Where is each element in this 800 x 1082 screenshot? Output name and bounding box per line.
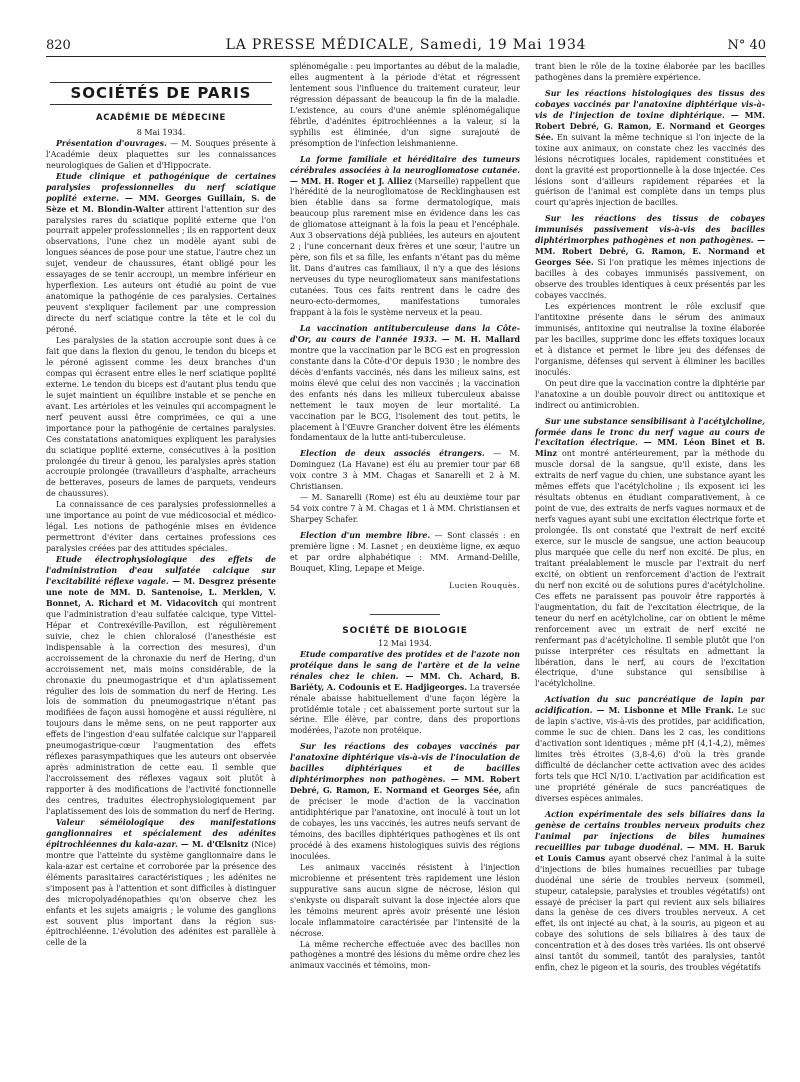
article [46, 139, 276, 172]
academy-heading: ACADÉMIE DE MÉDECINE [96, 112, 226, 123]
article [290, 324, 520, 444]
article-title: Etude clinique et pathogénique de certaines paralysies professionnelles du nerf sciatique poplité externe. [46, 171, 276, 203]
article-text: La traversée rénale abaisse habituellement d'une façon légère la protidémie totale ; cet abaissement porte surtout sur la sérine. Elle élève, par contre, dans des proportions modérées, l'azote non protéique. [290, 682, 520, 736]
article-text: attirent l'attention sur des paralysies rares du sciatique poplité externe que l'on pourrait appeler professionnelles ; ils en rapportent deux observations, l'une chez un modèle ayant subi de longues séances de pose pour une statue, l'autre chez un sujet, vendeur de chaussures, étant obligé pour les essayages de se tenir accroupi, un membre inférieur en hyperflexion. Les auteurs ont étudié au point de vue anatomique la pathogénie de ces paralysies. Certaines peuvent s'expliquer facilement par une compression directe du nerf sciatique contre la tête et le col du péroné. [46, 204, 276, 335]
paragraph: — M. Sanarelli (Rome) est élu au deuxième tour par 54 voix contre 7 à M. Chagas et 1 à MM. Christiansen et Sharpey Schafer. [290, 493, 520, 525]
article-text: — M. Souques présente à l'Académie deux plaquettes sur les connaissances neurologiques de Galien et d'Hippocrate. [46, 138, 276, 170]
paragraph: Les paralysies de la station accroupie sont dues à ce fait que dans la flexion du genou, le tendon du biceps et le péroné agissent comme les deux branches d'un compas qui écrasent entre elles le nerf sciatique poplité externe. Le tendon du biceps est d'autant plus tendu que le sujet maintient un équilibre instable et se penche en avant. Les artérioles et les veinules qui accompagnent le nerf peuvent aussi être comprimées, ce qui a une importance pour la pathogénie de certaines paralysies. Ces constatations anatomiques expliquent les paralysies du sciatique poplité externe, consécutives à la position prolongée du tireur à genou, les paralysies après station accroupie prolongée (travailleurs d'asphalte, arracheurs de betteraves, poseurs de lames de parquets, vendeurs de chaussures). [46, 336, 276, 499]
article [535, 810, 765, 974]
article-authors: — MM. Léon Binet et B. Minz [535, 438, 765, 459]
article-text: ayant observé chez l'animal à la suite d'injections de biles humaines recueillies par tubage duodénal une série de troubles nerveux (sommeil, stupeur, catalepsie, paralysies et troubles végétatifs) ont essayé de préciser la part qui revient aux sels biliaires dans la genèse de ces divers troubles nerveux. A cet effet, ils ont injecté au chat, à la souris, au pigeon et au cobaye des solutions de sels biliaires à des taux de concentration et à des doses très variées. Ils ont observé ainsi tantôt du sommeil, tantôt des paralysies, tantôt enfin, chez le pigeon et la souris, des troubles végétatifs [535, 853, 765, 973]
paragraph: splénomégalie : peu importantes au début de la maladie, elles augmentent à la période d'état et régressent lentement sous l'influence du traitement curateur, leur régression dépassant de beaucoup la fin de la maladie. L'existence, au cours d'une anémie splénomégalique fébrile, d'adénites épitrochléennes a la valeur, si la syphilis est éliminée, d'un signe surajouté de présomption de l'infection leishmanienne. [290, 62, 520, 148]
academy-date: 8 Mai 1934. [136, 127, 186, 137]
article-authors: — MM. Robert Debré, G. Ramon, E. Normand et Georges Sée. [535, 236, 765, 268]
article [290, 531, 520, 575]
article-title: Etude comparative des protides et de l'azote non protéique dans le sang de l'artère et de la veine rénales chez le chien. [290, 649, 520, 681]
article-text: — Sont classés : en première ligne : M. Lasnet ; en deuxième ligne, ex æquo et par ordre alphabétique : MM. Armand-Delille, Bouquet, Kling, Lepape et Meige. [290, 531, 520, 573]
article [46, 172, 276, 336]
signature: Lucien Rouquès. [449, 580, 520, 590]
article-title: Valeur séméiologique des manifestations ganglionnaires et spécialement des adénites épitrochléennes du kala-azar. [46, 817, 276, 849]
article-title: La forme familiale et héréditaire des tumeurs cérébrales associées à la neurogliomatose cutanée. [290, 154, 520, 175]
article-text: ont montré antérieurement, par la méthode du muscle dorsal de la sangsue, qu'il existe, dans les extraits de nerf vague du chien, une substance ayant les mêmes effets que l'acétylcholine ; ils exposent ici les résultats obtenus en étudiant comparativement, à ce point de vue, des extraits de nerfs vagues normaux et de nerfs vagues ayant subi une excitation électrique forte et prolongée. Ils ont constaté que l'extrait de nerf excité exerce, sur le muscle de sangsue, une action beaucoup plus marquée que celle du nerf non excité. De plus, en traitant préalablement le muscle par l'extrait du nerf excité, on obtient un renforcement d'action de l'extrait du nerf non excité ou de solutions pures d'acétylcholine. Ces effets ne paraissent pas pouvoir être rapportés à l'augmentation, du fait de l'excitation électrique, de la teneur du nerf en acétylcholine, car on obtient le même renforcement avec un extrait de nerf excité ne renfermant pas d'acétylcholine. Il semble plutôt que l'on puisse interpréter ces résultats en admettant la libération, dans le nerf, au cours de l'excitation électrique, d'une substance qui sensibilise à l'acétylcholine. [535, 449, 765, 689]
article-title: Etude électrophysiologique des effets de l'administration d'eau sulfatée calcique sur l'excitabilité réflexe vagale. [46, 555, 276, 586]
article [290, 742, 520, 862]
article [535, 417, 765, 691]
article-authors: — M. d'Œlsnitz [177, 839, 249, 849]
article-title: Sur une substance sensibilisant à l'acétylcholine, formée dans le tronc du nerf vague au cours de l'excitation électrique. [535, 416, 765, 448]
article [535, 695, 765, 805]
journal-title: LA PRESSE MÉDICALE, Samedi, 19 Mai 1934 [225, 37, 587, 53]
issue-number: N° 40 [727, 38, 766, 53]
page-number: 820 [46, 38, 71, 53]
article [290, 155, 520, 319]
article-authors: — M. Desgrez présente une note de MM. D. Santenoise, L. Merklen, V. Bonnet, A. Richard et M. Vidacovitch [46, 576, 276, 608]
article-text: afin de préciser le mode d'action de la vaccination antidiphtérique par l'anatoxine, ont inoculé à tout un lot de cobayes, les uns vaccinés, les autres neufs servant de témoins, des bacilles diphtériques pathogènes et ils ont procédé à des examens histologiques suivis des régions inoculées. [290, 786, 520, 861]
article-authors: — MM. H. Roger et J. Alliez [290, 176, 412, 186]
article-text: (Nice) montre que l'atteinte du système ganglionnaire dans le kala-azar est certaine et corroborée par la présence des éléments parasitaires caractéristiques ; les adénites ne s'imposent pas à l'attention et sont difficiles à distinguer des micropolyadénopathies qu'on observe chez les enfants et les sujets amaigris ; le volume des ganglions est souvent plus important dans la région sus-épitrochléenne. L'évolution des adénites est parallèle à celle de la [46, 839, 276, 948]
article-title: Présentation d'ouvrages. [56, 138, 167, 148]
article-text: Si l'on pratique les mêmes injections de bacilles à des cobayes immunisés passivement, on observe des troubles identiques à ceux présentés par les cobayes vaccinés. [535, 258, 765, 301]
column-1 [46, 62, 276, 1072]
paragraph: Les animaux vaccinés résistent à l'injection microbienne et présentent très rapidement une lésion suppurative sans aucun signe de nécrose, lésion qui s'enkyste ou disparaît suivant la dose injectée alors que les témoins meurent après avoir présenté une lésion locale inflammatoire caractérisée par l'intensité de la nécrose. [290, 862, 520, 938]
article-authors: — MM. Ch. Achard, B. Bariéty, A. Codounis et E. Hadjigeorges. [290, 671, 520, 692]
article-title: Action expérimentale des sels biliaires dans la genèse de certains troubles nerveux produits chez l'animal par injections de biles humaines recueillies par tubage duodénal. [535, 809, 765, 852]
article-authors: — MM. H. Baruk et Louis Camus [535, 842, 765, 863]
article [535, 214, 765, 302]
section-title: SOCIÉTÉS DE PARIS [46, 88, 276, 99]
article-authors: — MM. Robert Debré, G. Ramon, E. Normand et Georges Sée. [535, 110, 765, 142]
article-title: Sur les réactions des cobayes vaccinés par l'anatoxine diphtérique vis-à-vis de l'inoculation de bacilles diphtériques et de bacilles diphtérimorphes non pathogènes. [290, 742, 520, 785]
article-authors: — M. H. Mallard [437, 334, 520, 344]
article-authors: — MM. Georges Guillain, S. de Sèze et M. Blondin-Walter [46, 193, 276, 214]
article-text: En suivant la même technique si l'on injecte de la toxine aux animaux, on constate chez les vaccinés des lésions nécrotiques locales, rapidement constituées et dont la gravité est proportionnelle à la dose injectée. Ces lésions sont d'ailleurs rapidement réparées et la guérison de l'animal est complète dans un temps plus court qu'après injection de bacilles. [535, 132, 765, 208]
article-title: Election de deux associés étrangers. [300, 449, 485, 459]
article [290, 449, 520, 493]
biology-heading: SOCIÉTÉ DE BIOLOGIE [290, 614, 520, 637]
article-text: — M. Dominguez (La Havane) est élu au premier tour par 68 voix contre 3 à MM. Chagas et Sanarelli et 2 à M. Christiansen. [290, 449, 520, 492]
article-text: (Marseille) rappellent que l'hérédité de la neurogliomatose de Recklinghausen est bien établie dans sa forme dermatologique, mais beaucoup plus rarement mise en évidence dans les cas de gliomatose atteignant à la fois la peau et l'encéphale. Aux 3 observations déjà publiées, les auteurs en ajoutent 2 ; l'une concernant deux frères et une sœur, l'autre un père, son fils et sa fille, les enfants n'étant pas du même lit. Dans d'autres cas familiaux, il n'y a que des lésions nerveuses du type neurogliomateux sans manifestations cutanées. Tous ces faits rentrent dans le cadre des neuro-ecto-dermomes, manifestations tumorales frappant à la fois le système nerveux et la peau. [290, 176, 520, 317]
paragraph: On peut dire que la vaccination contre la diphtérie par l'anatoxine a un double pouvoir direct ou antitoxique et indirect ou antimicrobien. [535, 378, 765, 410]
paragraph: La même recherche effectuée avec des bacilles non pathogènes a montré des lésions du même ordre chez les animaux vaccinés et témoins, mon- [290, 939, 520, 971]
paragraph: trant bien le rôle de la toxine élaborée par les bacilles pathogènes dans la première expérience. [535, 62, 765, 82]
article-title: Activation du suc pancréatique de lapin par acidification. [535, 695, 765, 716]
paragraph: Les expériences montrent le rôle exclusif que l'antitoxine présente dans le sérum des animaux immunisés, antitoxine qui neutralise la toxine élaborée par les bacilles, supprime donc les effets toxiques locaux et à distance et permet le libre jeu des défenses de l'organisme, défenses qui servent à éliminer les bacilles inoculés. [535, 302, 765, 377]
article-title: Election d'un membre libre. [300, 531, 431, 541]
article-authors: — MM. Robert Debré, G. Ramon, E. Normand et Georges Sée, [290, 775, 520, 796]
page-header [46, 32, 766, 57]
paragraph: La connaissance de ces paralysies professionnelles a une importance au point de vue médicosocial et médico-légal. Les notions de pathogénie mises en évidence permettront d'éviter dans certaines professions ces paralysies créées par des attitudes spéciales. [46, 500, 276, 554]
article-text: montre que la vaccination par le BCG est en progression constante dans la Côte-d'Or depuis 1930 ; le nombre des décès d'enfants vaccinés, nés dans les milieux sains, est moins élevé que celui des non vaccinés ; la vaccination des enfants nés dans les milieux tuberculeux abaisse nettement le taux moyen de leur mortalité. La vaccination par le BCG, l'isolement des tout petits, le placement à l'Œuvre Grancher doivent être les éléments fondamentaux de la lutte anti-tuberculeuse. [290, 345, 520, 443]
article-text: qui montrent que l'administration d'eau sulfatée calcique, type Vittel-Hépar et Contrexéville-Pavillon, est régulièrement suivie, chez le chien chloralosé (l'anesthésie est indispensable à la correction des mesures), d'un accroissement de la chronaxie du nerf de Hering, d'un accroissement net, mais moins considérable, de la chronaxie du pneumogastrique et d'un aplatissement régulier des lois de sommation du nerf de Hering. Les lois de sommation du pneumogastrique n'étant pas modifiées de façon aussi homogène et aussi régulière, ni toujours dans le même sens, on ne peut rapporter aux effets de l'ingestion d'eau sulfatée calcique sur l'appareil pneumogastrique-cœur l'augmentation des effets réflexes parasympathiques que les auteurs ont observée après administration de cette eau. Il semble que l'accroissement des réflexes vagaux soit plutôt à rapporter à des modifications de l'activité fonctionnelle des centres, traduites électrophysiologiquement par l'aplatissement des lois de sommation du nerf de Hering. [46, 598, 276, 816]
article-title: Sur les réactions des tissus de cobayes immunisés passivement vis-à-vis des bacilles diphtérimorphes pathogènes et non pathogènes. [535, 214, 765, 246]
article-text: Le suc de lapin s'active, vis-à-vis des protides, par acidification, comme le suc de chien. Dans les 2 cas, les conditions d'activation sont identiques ; même pH (4,1-4,2), mêmes limites très étroites (3,8-4,6) d'où la très grande difficulté de déclancher cette activation avec des acides forts tels que HCl N/10. L'activation par acidification est une propriété générale de sucs pancréatiques de diverses espèces animales. [535, 706, 765, 803]
article [535, 89, 765, 209]
article [46, 818, 276, 949]
biology-date: 12 Mai 1934. [378, 638, 432, 648]
column-2 [290, 62, 520, 1072]
article-title: La vaccination antituberculeuse dans la Côte-d'Or, au cours de l'année 1933. [290, 323, 520, 344]
column-3 [535, 62, 765, 1072]
article-title: Sur les réactions histologiques des tissus des cobayes vaccinés par l'anatoxine diphtérique vis-à-vis de l'injection de toxine diphtérique. [535, 88, 765, 120]
article [46, 555, 276, 818]
article-authors: — M. Lisbonne et Mlle Frank. [592, 706, 734, 716]
article [290, 650, 520, 738]
